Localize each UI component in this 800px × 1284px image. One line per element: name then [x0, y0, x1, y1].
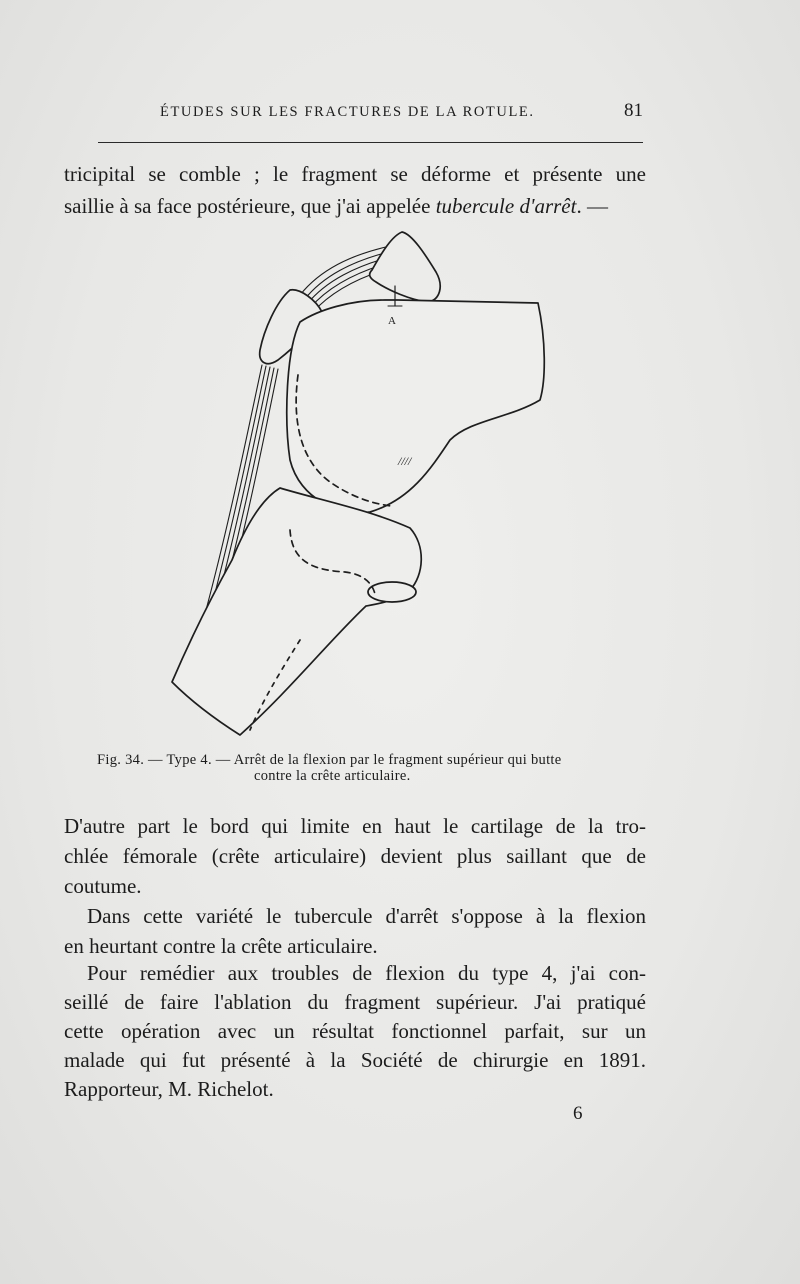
para1-line2-end: . —	[576, 194, 608, 218]
para3-line1: Dans cette variété le tubercule d'arrêt s'oppose à la flexion	[87, 904, 646, 928]
para1-line2-start: saillie à sa face postérieure, que j'ai appelée	[64, 194, 436, 218]
para4-line2: seillé de faire l'ablation du fragment supérieur. J'ai pratiqué	[64, 990, 646, 1014]
para2-line3: coutume.	[64, 874, 142, 898]
para3-line2: en heurtant contre la crête articulaire.	[64, 934, 378, 958]
para4-line1: Pour remédier aux troubles de flexion du type 4, j'ai con-	[87, 961, 646, 985]
header-rule	[98, 142, 643, 143]
page-number: 81	[624, 100, 643, 121]
para1-italic-term: tubercule d'arrêt	[435, 194, 577, 218]
hatch-mark: ////	[398, 454, 412, 468]
signature-mark: 6	[573, 1103, 583, 1124]
upper-patella-fragment	[370, 232, 441, 302]
para4-line4: malade qui fut présenté à la Société de chirurgie en 1891.	[64, 1048, 646, 1072]
para2-line1: D'autre part le bord qui limite en haut le cartilage de la tro-	[64, 814, 646, 838]
femur	[287, 300, 544, 513]
para4-line5: Rapporteur, M. Richelot.	[64, 1077, 274, 1101]
figure-caption-line1: Fig. 34. — Type 4. — Arrêt de la flexion par le fragment supérieur qui butte	[97, 752, 562, 768]
label-a: A	[388, 315, 396, 327]
tibia	[172, 488, 421, 735]
para4-line3: cette opération avec un résultat fonctionnel parfait, sur un	[64, 1019, 646, 1043]
figure-caption-line2: contre la crête articulaire.	[254, 768, 411, 784]
running-head: ÉTUDES SUR LES FRACTURES DE LA ROTULE.	[160, 104, 535, 120]
para1-line1: tricipital se comble ; le fragment se déforme et présente une	[64, 162, 646, 186]
para1-line2	[64, 194, 608, 219]
knee-figure	[160, 225, 560, 740]
para2-line2: chlée fémorale (crête articulaire) devient plus saillant que de	[64, 844, 646, 868]
